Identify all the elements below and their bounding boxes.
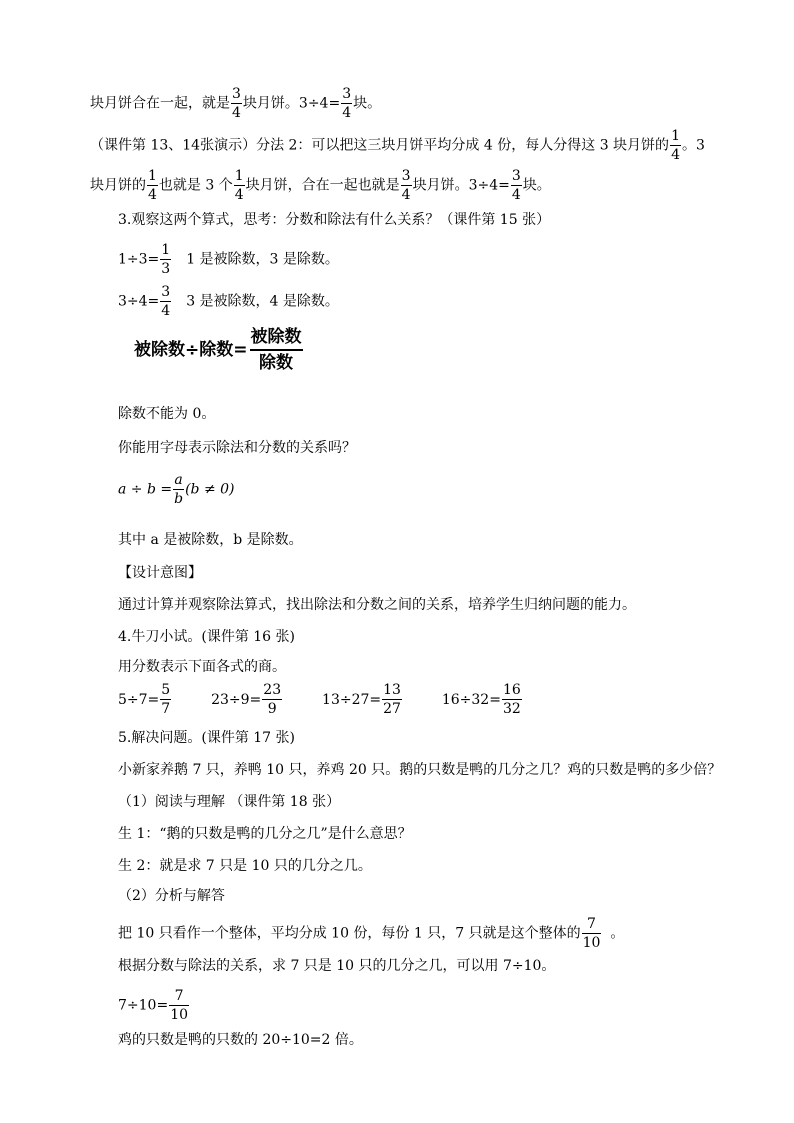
paragraph-3 xyxy=(90,168,551,203)
text: 块月饼，合在一起也就是 xyxy=(245,177,400,194)
text: 块。 xyxy=(522,177,551,194)
text: 块。 xyxy=(353,95,382,112)
paragraph-5: 除数不能为 0。 xyxy=(118,406,216,422)
paragraph-17: （2）分析与解答 xyxy=(118,888,225,904)
paragraph-2 xyxy=(90,128,705,163)
text: 也就是 3 个 xyxy=(158,177,233,194)
equation-3: 7÷10= $\frac{7}{10}$ xyxy=(118,988,189,1023)
fraction: $\frac{1}{4}$ xyxy=(148,168,157,203)
text: 块月饼。3÷4= xyxy=(412,177,510,194)
fraction: $\frac{a}{b}$ xyxy=(174,472,184,507)
fraction: $\frac{3}{4}$ xyxy=(161,284,171,319)
equation-1: 1÷3= $\frac{1}{3}$ 1 是被除数，3 是除数。 xyxy=(118,242,339,277)
paragraph-15: 生 1：“鹅的只数是鸭的几分之几”是什么意思？ xyxy=(118,826,412,842)
text: 块月饼合在一起，就是 xyxy=(90,95,230,112)
paragraph-19: 根据分数与除法的关系，求 7 只是 10 只的几分之几，可以用 7÷10。 xyxy=(118,958,556,974)
fraction: $\frac{\text{被除数}}{\text{除数}}$ xyxy=(250,327,302,373)
paragraph-18: 把 10 只看作一个整体，平均分成 10 份，每份 1 只，7 只就是这个整体的 $\frac{7}{10}$ 。 xyxy=(118,916,625,951)
fraction: $\frac{1}{3}$ xyxy=(161,242,171,277)
paragraph-14: （1）阅读与理解 （课件第 18 张） xyxy=(118,794,341,810)
fraction: $\frac{7}{10}$ xyxy=(582,916,601,951)
text: 块月饼。3÷4= xyxy=(242,95,341,112)
letter-formula: a ÷ b = $\frac{a}{b}$ (b ≠ 0) xyxy=(118,472,235,507)
text: 块月饼的 xyxy=(90,177,146,194)
fraction: $\frac{13}{27}$ xyxy=(383,682,401,717)
practice-item: 23÷9= $\frac{23}{9}$ xyxy=(211,682,282,717)
text: （课件第 13、14张演示）分法 2：可以把这三块月饼平均分成 4 份，每人分得这 3 块月饼的 xyxy=(90,137,670,154)
paragraph-1 xyxy=(90,86,381,121)
fraction: $\frac{3}{4}$ xyxy=(511,168,521,203)
paragraph-6: 你能用字母表示除法和分数的关系吗？ xyxy=(118,440,356,456)
section-heading: 【设计意图】 xyxy=(118,565,202,581)
fraction: $\frac{3}{4}$ xyxy=(232,86,241,121)
paragraph-7: 其中 a 是被除数，b 是除数。 xyxy=(118,532,303,548)
paragraph-10: 4.牛刀小试。(课件第 16 张) xyxy=(118,629,295,645)
fraction: $\frac{3}{4}$ xyxy=(342,86,352,121)
practice-equations xyxy=(118,682,523,717)
fraction: $\frac{3}{4}$ xyxy=(401,168,411,203)
paragraph-16: 生 2：就是求 7 只是 10 只的几分之几。 xyxy=(118,858,372,874)
paragraph-11: 用分数表示下面各式的商。 xyxy=(118,659,286,675)
practice-item: 13÷27= $\frac{13}{27}$ xyxy=(322,682,401,717)
practice-item: 5÷7= $\frac{5}{7}$ xyxy=(118,682,171,717)
fraction: $\frac{1}{4}$ xyxy=(234,168,244,203)
paragraph-20: 鸡的只数是鸭的只数的 20÷10=2 倍。 xyxy=(118,1032,363,1048)
paragraph-9: 通过计算并观察除法算式，找出除法和分数之间的关系，培养学生归纳问题的能力。 xyxy=(118,597,636,613)
fraction: $\frac{1}{4}$ xyxy=(671,128,680,163)
practice-item: 16÷32= $\frac{16}{32}$ xyxy=(441,682,521,717)
paragraph-4: 3.观察这两个算式，思考：分数和除法有什么关系？（课件第 15 张） xyxy=(118,212,551,228)
fraction: $\frac{5}{7}$ xyxy=(161,682,171,717)
equation-2: 3÷4= $\frac{3}{4}$ 3 是被除数，4 是除数。 xyxy=(118,284,339,319)
paragraph-12: 5.解决问题。(课件第 17 张) xyxy=(118,730,295,746)
fraction: $\frac{16}{32}$ xyxy=(502,682,521,717)
fraction: $\frac{23}{9}$ xyxy=(263,682,282,717)
paragraph-13: 小新家养鹅 7 只，养鸭 10 只，养鸡 20 只。鹅的只数是鸭的几分之几？鸡的只数是鸭的多少倍？ xyxy=(118,762,722,778)
text: 。3 xyxy=(681,137,705,154)
fraction: $\frac{7}{10}$ xyxy=(170,988,189,1023)
division-fraction-formula: 被除数÷除数= $\frac{\text{被除数}}{\text{除数}}$ xyxy=(134,327,302,373)
